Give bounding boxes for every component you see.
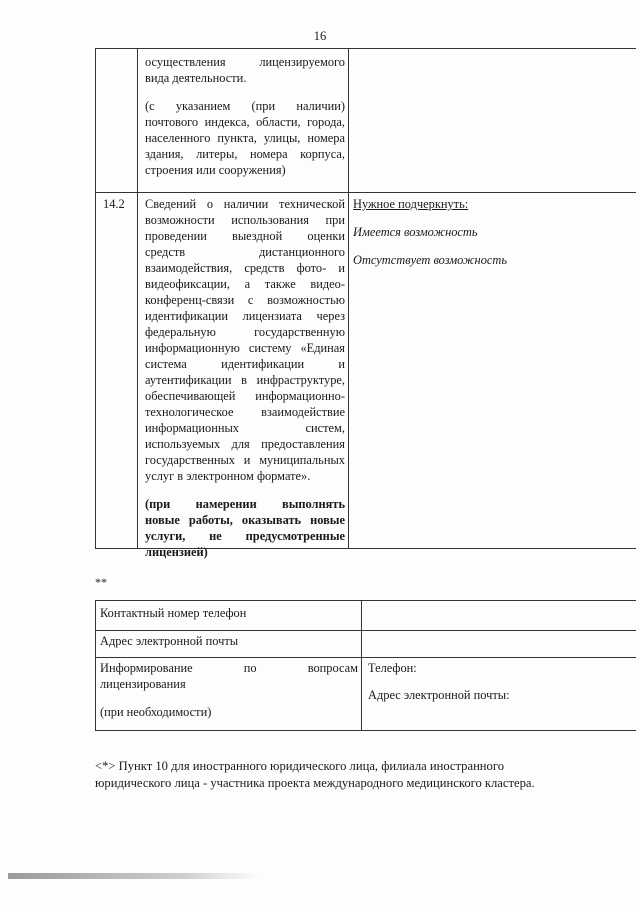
scan-edge-mark <box>8 873 258 879</box>
remote-assessment-desc-line: технологическое взаимодействие <box>145 405 345 419</box>
remote-assessment-desc-line: система идентификации и <box>145 357 345 371</box>
remote-assessment-desc-line: проведении выездной оценки <box>145 229 345 243</box>
contact-table <box>95 600 636 731</box>
remote-assessment-desc-line: взаимодействия, средств фото- и <box>145 261 345 275</box>
remote-assessment-desc-line: видеофиксации, а также видео- <box>145 277 345 291</box>
remote-assessment-desc-line: государственных и муниципальных <box>145 453 345 467</box>
email-label: Адрес электронной почты <box>100 634 239 648</box>
new-works-note-line: лицензией) <box>145 545 208 559</box>
remote-assessment-desc-line: обеспечивающей информационно- <box>145 389 345 403</box>
footnote-line: юридического лица - участника проекта международного медицинского кластера. <box>95 776 535 790</box>
option-available[interactable]: Имеется возможность <box>353 225 478 239</box>
row-number: 14.2 <box>103 197 125 211</box>
footnote-marker: ** <box>95 575 107 589</box>
remote-assessment-desc-line: информационную систему «Единая <box>145 341 345 355</box>
remote-assessment-desc-line: федеральную государственную <box>145 325 345 339</box>
info-label: Информирование по вопросам <box>100 661 358 675</box>
footnote-line: <*> Пункт 10 для иностранного юридического лица, филиала иностранного <box>95 759 504 773</box>
table-border <box>361 601 362 730</box>
underline-instruction: Нужное подчеркнуть: <box>353 197 469 211</box>
email-field[interactable]: Адрес электронной почты: <box>368 688 510 702</box>
page-number: 16 <box>313 29 327 43</box>
table-border <box>137 49 138 549</box>
table-border <box>95 601 96 730</box>
remote-assessment-desc-line: аутентификации в инфраструктуре, <box>145 373 345 387</box>
remote-assessment-desc-line: Сведений о наличии технической <box>145 197 345 211</box>
info-label: лицензирования <box>100 677 186 691</box>
activity-address-line: вида деятельности. <box>145 71 247 85</box>
remote-assessment-desc-line: средств дистанционного <box>145 245 345 259</box>
remote-assessment-desc-line: используемых для предоставления <box>145 437 345 451</box>
remote-assessment-desc-line: информационных систем, <box>145 421 345 435</box>
address-note-line: населенного пункта, улицы, номера <box>145 131 345 145</box>
info-note: (при необходимости) <box>100 705 212 719</box>
remote-assessment-desc-line: услуг в электронном формате». <box>145 469 311 483</box>
table-border <box>348 49 349 549</box>
new-works-note-line: новые работы, оказывать новые <box>145 513 345 527</box>
table-border <box>95 49 96 549</box>
row-divider <box>95 192 636 193</box>
phone-field[interactable]: Телефон: <box>368 661 417 675</box>
new-works-note-line: услуги, не предусмотренные <box>145 529 345 543</box>
address-note-line: здания, литеры, номера корпуса, <box>145 147 345 161</box>
new-works-note-line: (при намерении выполнять <box>145 497 345 511</box>
remote-assessment-desc-line: возможности использования при <box>145 213 345 227</box>
license-details-table <box>95 48 636 559</box>
phone-label: Контактный номер телефон <box>100 606 247 620</box>
row-divider <box>95 657 636 658</box>
address-note-line: почтового индекса, области, города, <box>145 115 345 129</box>
row-divider <box>95 630 636 631</box>
activity-address-line: осуществления лицензируемого <box>145 55 345 69</box>
option-not-available[interactable]: Отсутствует возможность <box>353 253 507 267</box>
remote-assessment-desc-line: идентификации лицензиата через <box>145 309 345 323</box>
remote-assessment-desc-line: конференц-связи с возможностью <box>145 293 345 307</box>
address-note-line: строения или сооружения) <box>145 163 286 177</box>
footnote <box>95 758 615 792</box>
address-note-line: (с указанием (при наличии) <box>145 99 345 113</box>
